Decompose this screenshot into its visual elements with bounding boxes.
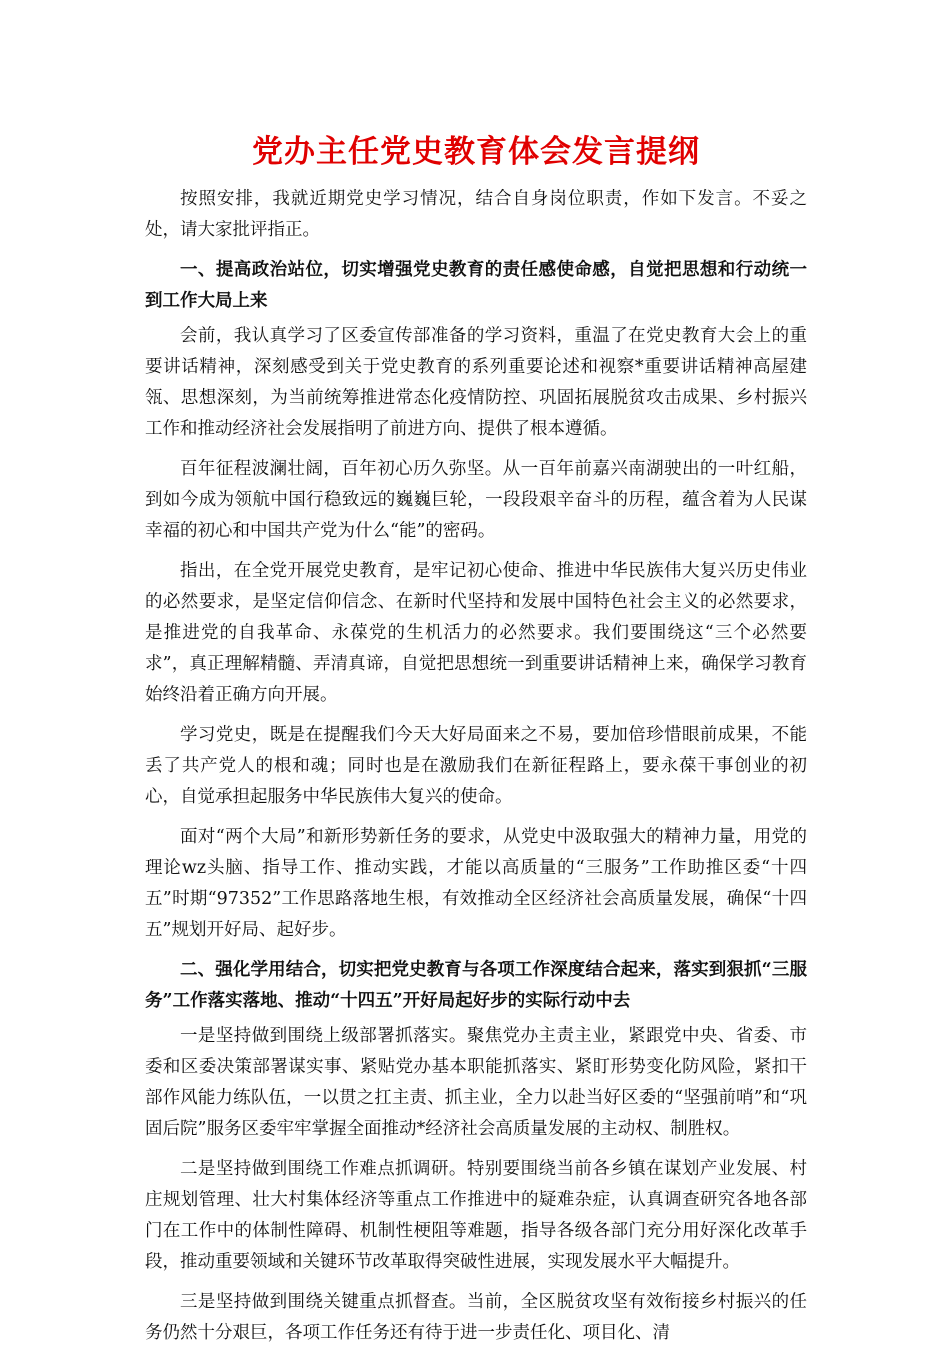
document-title: 党办主任党史教育体会发言提纲 bbox=[252, 134, 700, 170]
intro-paragraph: 按照安排，我就近期党史学习情况，结合自身岗位职责，作如下发言。不妥之处，请大家批评指正。 bbox=[145, 189, 807, 240]
section-1-paragraph: 面对“两个大局”和新形势新任务的要求，从党史中汲取强大的精神力量，用党的理论wz头脑、指导工作、推动实践，才能以高质量的“三服务”工作助推区委“十四五”时期“97352”工作思路落地生根，有效推动全区经济社会高质量发展，确保“十四五”规划开好局、起好步。 bbox=[145, 827, 807, 940]
document-page bbox=[145, 130, 807, 1358]
section-2-paragraph: 一是坚持做到围绕上级部署抓落实。聚焦党办主责主业，紧跟党中央、省委、市委和区委决策部署谋实事、紧贴党办基本职能抓落实、紧盯形势变化防风险，紧扣干部作风能力练队伍，一以贯之扛主责、抓主业，全力以赴当好区委的“坚强前哨”和“巩固后院”服务区委牢牢掌握全面推动*经济社会高质量发展的主动权、制胜权。 bbox=[145, 1026, 807, 1139]
section-1-paragraph: 学习党史，既是在提醒我们今天大好局面来之不易，要加倍珍惜眼前成果，不能丢了共产党人的根和魂；同时也是在激励我们在新征程路上，要永葆干事创业的初心，自觉承担起服务中华民族伟大复兴的使命。 bbox=[145, 725, 807, 807]
section-1-paragraph: 会前，我认真学习了区委宣传部准备的学习资料，重温了在党史教育大会上的重要讲话精神，深刻感受到关于党史教育的系列重要论述和视察*重要讲话精神高屋建瓴、思想深刻，为当前统筹推进常态化疫情防控、巩固拓展脱贫攻击成果、乡村振兴工作和推动经济社会发展指明了前进方向、提供了根本遵循。 bbox=[145, 326, 807, 439]
section-2-paragraph: 三是坚持做到围绕关键重点抓督查。当前，全区脱贫攻坚有效衔接乡村振兴的任务仍然十分艰巨，各项工作任务还有待于进一步责任化、项目化、清 bbox=[145, 1292, 807, 1343]
section-2-heading: 二、强化学用结合，切实把党史教育与各项工作深度结合起来，落实到狠抓“三服务”工作落实落地、推动“十四五”开好局起好步的实际行动中去 bbox=[145, 960, 807, 1011]
section-1-paragraph: 百年征程波澜壮阔，百年初心历久弥坚。从一百年前嘉兴南湖驶出的一叶红船，到如今成为领航中国行稳致远的巍巍巨轮，一段段艰辛奋斗的历程，蕴含着为人民谋幸福的初心和中国共产党为什么“能”的密码。 bbox=[145, 459, 807, 541]
section-1-heading: 一、提高政治站位，切实增强党史教育的责任感使命感，自觉把思想和行动统一到工作大局上来 bbox=[145, 260, 807, 311]
section-2-paragraph: 二是坚持做到围绕工作难点抓调研。特别要围绕当前各乡镇在谋划产业发展、村庄规划管理、壮大村集体经济等重点工作推进中的疑难杂症，认真调查研究各地各部门在工作中的体制性障碍、机制性梗阻等难题，指导各级各部门充分用好深化改革手段，推动重要领域和关键环节改革取得突破性进展，实现发展水平大幅提升。 bbox=[145, 1159, 807, 1272]
section-1-paragraph: 指出，在全党开展党史教育，是牢记初心使命、推进中华民族伟大复兴历史伟业的必然要求，是坚定信仰信念、在新时代坚持和发展中国特色社会主义的必然要求，是推进党的自我革命、永葆党的生机活力的必然要求。我们要围绕这“三个必然要求”，真正理解精髓、弄清真谛，自觉把思想统一到重要讲话精神上来，确保学习教育始终沿着正确方向开展。 bbox=[145, 561, 807, 705]
